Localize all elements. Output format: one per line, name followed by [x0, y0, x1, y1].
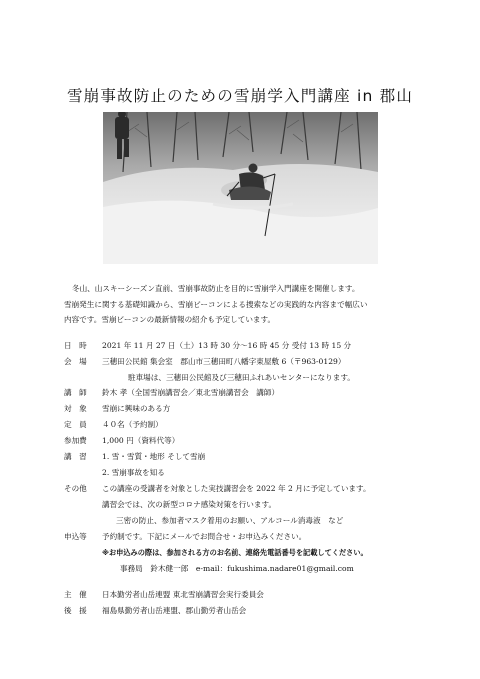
organizer-row: [64, 587, 444, 603]
intro-text: [64, 281, 424, 328]
date-row: [64, 338, 444, 354]
organizer-value: 日本勤労者山岳連盟 東北雪崩講習会実行委員会: [102, 590, 264, 599]
apply-note: ※お申込みの際は、参加される方のお名前、連絡先電話番号を記載してください。: [102, 548, 368, 557]
lecture-row-2: [64, 465, 444, 481]
target-row: [64, 401, 444, 417]
capacity-label: 定 員: [64, 420, 87, 429]
fee-value: 1,000 円（資料代等）: [102, 436, 180, 445]
support-label: 後 援: [64, 606, 87, 615]
parking-note: 駐車場は、三穂田公民館及び三穂田ふれあいセンターになります。: [128, 373, 355, 382]
date-value: 2021 年 11 月 27 日（土）13 時 30 分〜16 時 45 分 受付 13 時 15 分: [102, 341, 352, 350]
other-value: この講座の受講者を対象とした実技講習会を 2022 年 2 月に予定しています。: [102, 484, 371, 493]
other-row: [64, 481, 444, 497]
venue-label: 会 場: [64, 357, 87, 366]
other-note-1: 講習会では、次の新型コロナ感染対策を行います。: [102, 500, 277, 509]
lecture-label: 講 習: [64, 452, 87, 461]
lecturer-row: [64, 385, 444, 401]
capacity-row: [64, 417, 444, 433]
lecture-item-1: 1. 雪・雪質・地形 そして雪崩: [102, 452, 206, 461]
apply-value: 予約制です。下記にメールでお問合せ・お申込みください。: [102, 532, 307, 541]
office-row: [64, 561, 444, 577]
office-contact: 事務局 鈴木健一郎 e-mail：fukushima.nadare01@gmail.com: [120, 564, 354, 573]
other-label: その他: [64, 484, 87, 493]
ski-touring-photo: [103, 112, 378, 264]
other-note-2: 三密の防止、参加者マスク着用のお願い、アルコール消毒液 など: [116, 516, 344, 525]
organizer-label: 主 催: [64, 590, 87, 599]
support-row: [64, 603, 444, 619]
page-title: 雪崩事故防止のための雪崩学入門講座 in 郡山: [66, 87, 414, 105]
date-label: 日 時: [64, 341, 87, 350]
event-details: [64, 338, 444, 619]
intro-line: 冬山、山スキーシーズン直前、雪崩事故防止を目的に雪崩学入門講座を開催します。: [72, 284, 360, 293]
parking-row: [64, 370, 444, 385]
venue-value: 三穂田公民館 集会室 郡山市三穂田町八幡字東屋敷 6（〒963-0129）: [102, 357, 346, 366]
fee-label: 参加費: [64, 436, 87, 445]
apply-note-row: [64, 545, 444, 561]
apply-row: [64, 529, 444, 545]
venue-row: [64, 354, 444, 370]
support-value: 福島県勤労者山岳連盟、郡山勤労者山岳会: [102, 606, 247, 615]
intro-line: 雪崩発生に関する基礎知識から、雪崩ビーコンによる捜索などの実践的な内容まで幅広い: [64, 299, 368, 309]
fee-row: [64, 433, 444, 449]
snow-scene-image: [103, 112, 378, 264]
lecture-item-2: 2. 雪崩事故を知る: [102, 468, 165, 477]
target-label: 対 象: [64, 404, 87, 413]
target-value: 雪崩に興味のある方: [102, 404, 171, 413]
other-note-row-1: [64, 497, 444, 513]
lecturer-label: 講 師: [64, 388, 87, 397]
intro-line: 内容です。雪崩ビーコンの最新情報の紹介も予定しています。: [64, 315, 276, 324]
apply-label: 申込等: [64, 532, 87, 541]
capacity-value: ４０名（予約制）: [102, 420, 163, 429]
lecture-row: [64, 449, 444, 465]
lecturer-value: 鈴木 孝（全国雪崩講習会／東北雪崩講習会 講師）: [102, 388, 280, 397]
other-note-row-2: [64, 513, 444, 529]
